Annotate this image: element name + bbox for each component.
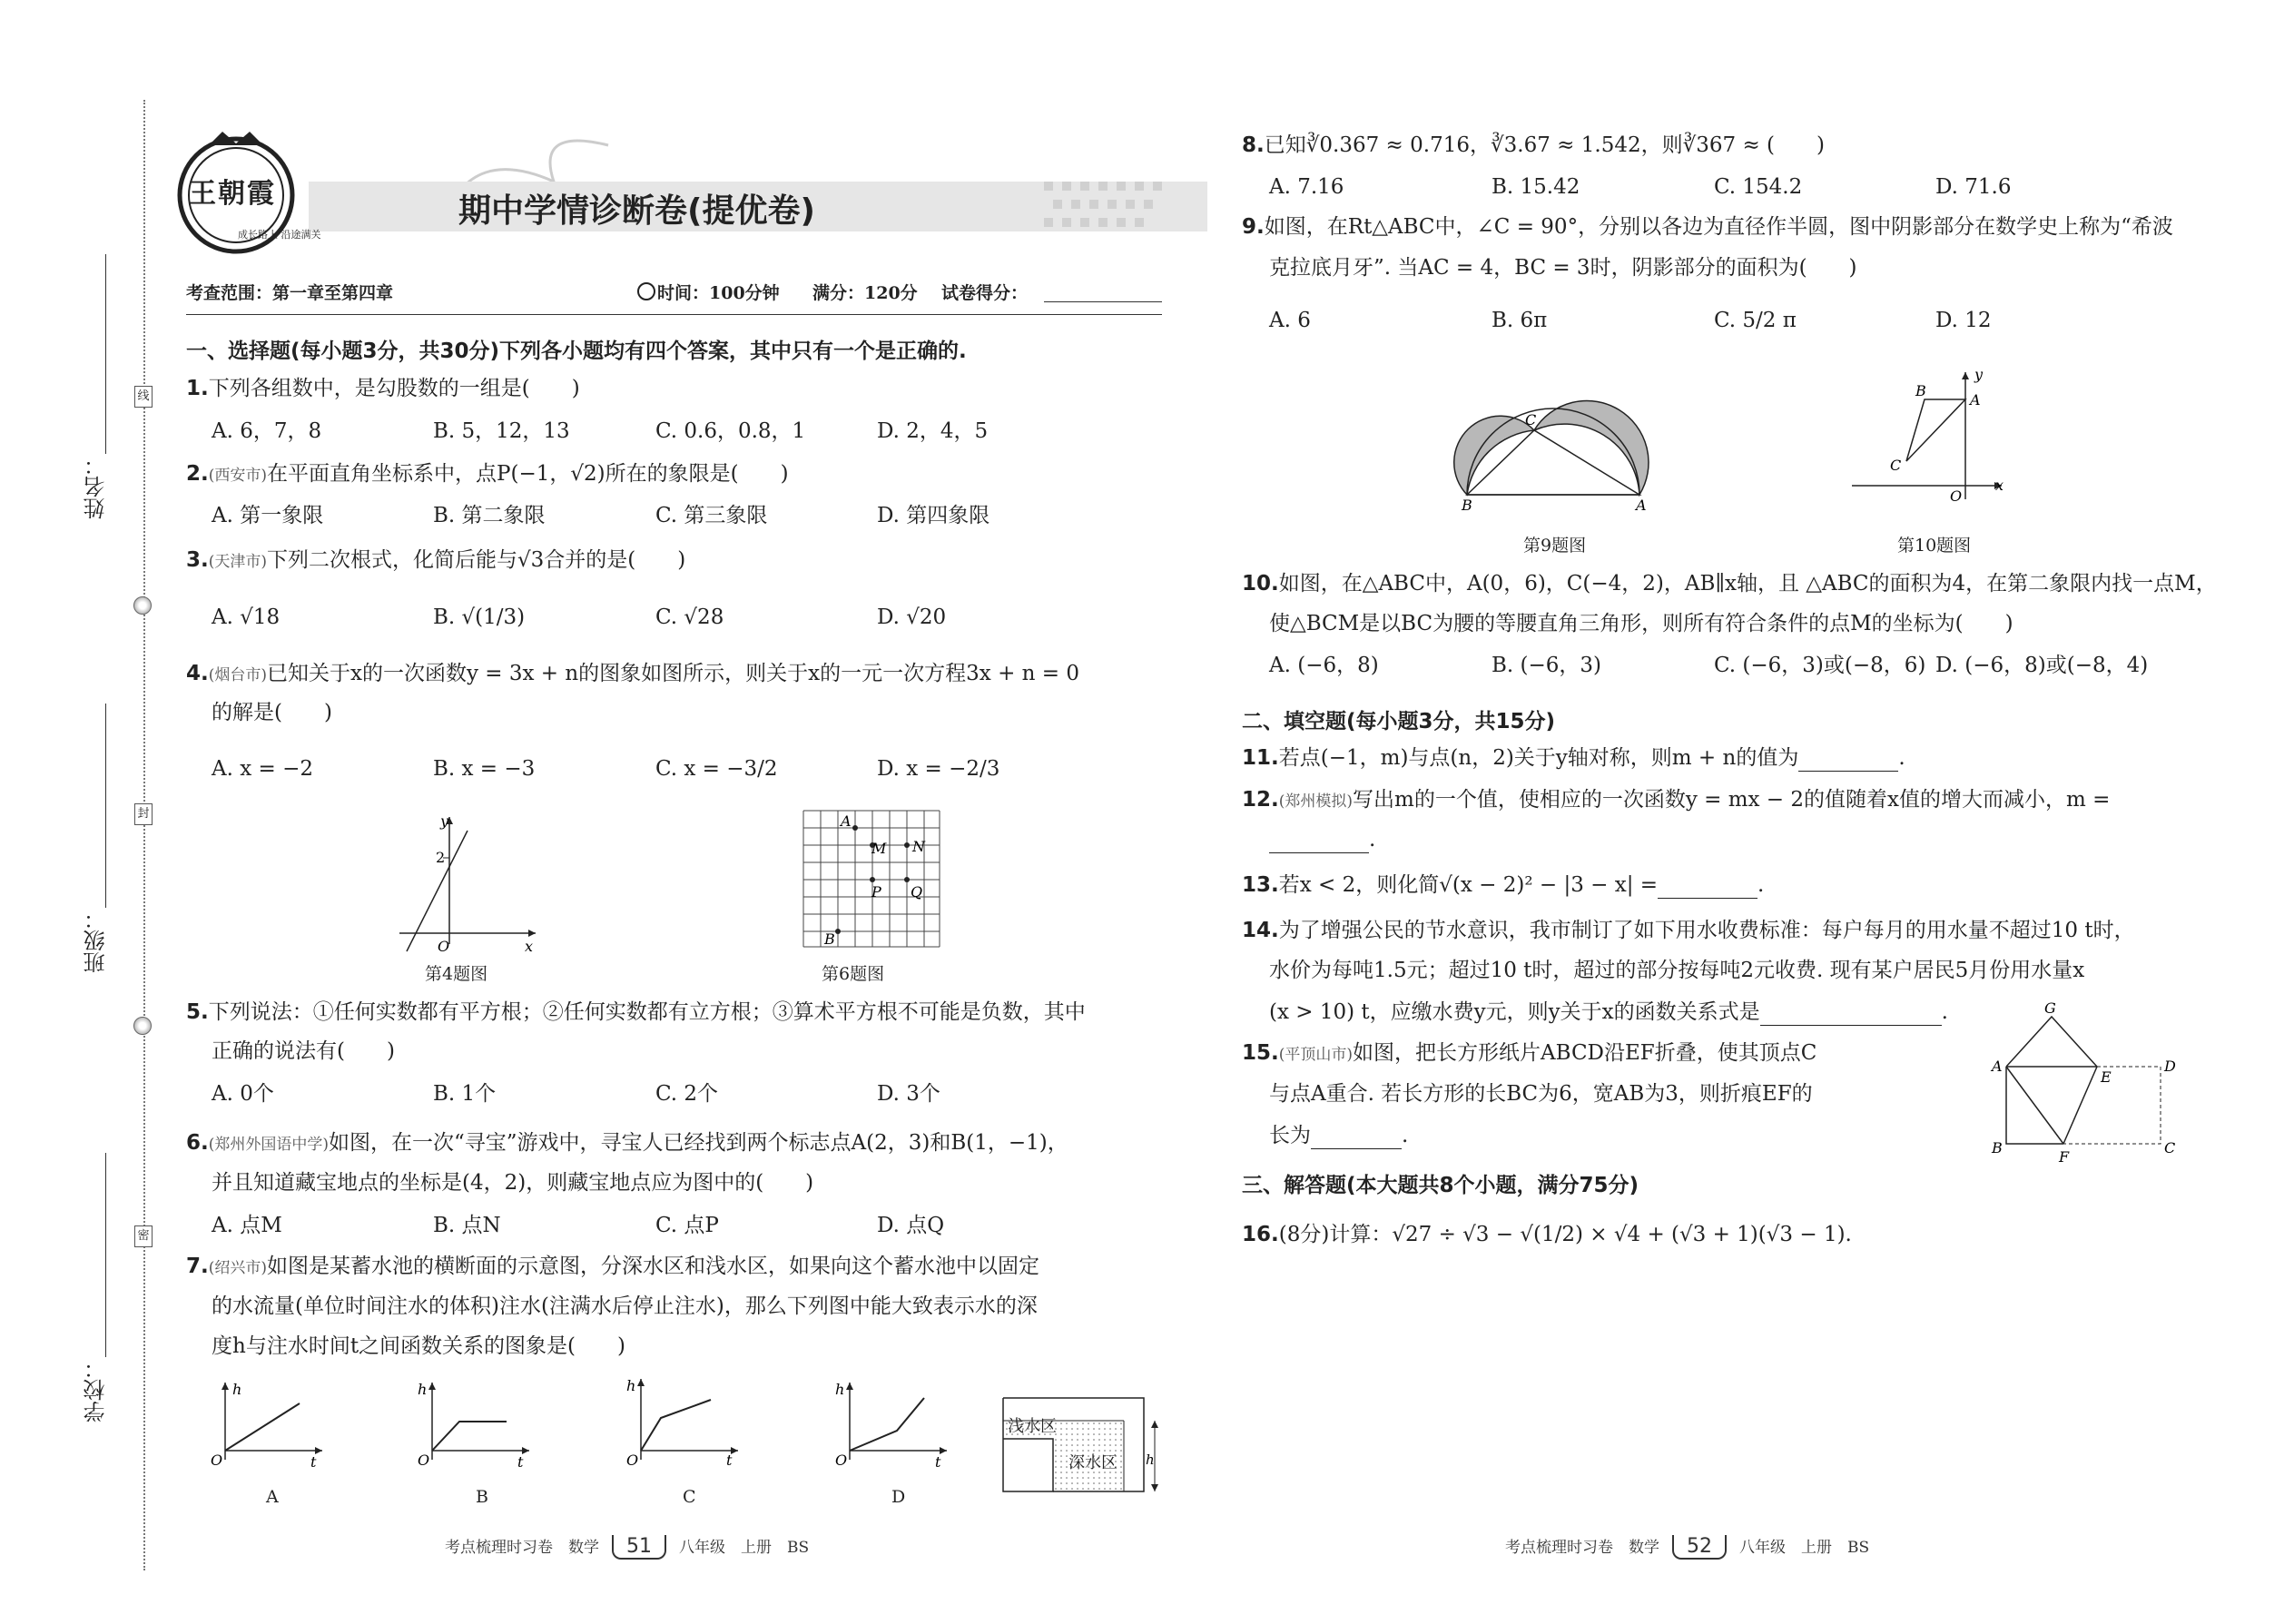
- svg-text:O: O: [835, 1452, 848, 1469]
- name-field-line[interactable]: [105, 254, 106, 454]
- seal-xian: 线: [134, 386, 153, 408]
- score-label: 试卷得分：: [941, 283, 1029, 303]
- q7-label-b: B: [476, 1487, 488, 1507]
- q9-stem: 如图，在Rt△ABC中，∠C = 90°，分别以各边为直径作半圆，图中阴影部分在数学史上称为“希波: [1264, 215, 2173, 239]
- seal-mi: 密: [134, 1225, 153, 1247]
- svg-text:C: C: [2164, 1139, 2176, 1156]
- page-number-51: 51: [612, 1535, 666, 1560]
- q4-text-2: 的解是( ): [212, 701, 332, 724]
- clock-icon: [637, 282, 655, 300]
- svg-text:A: A: [1636, 497, 1647, 514]
- exam-time: 时间：100分钟: [657, 283, 780, 303]
- q8-opt-c[interactable]: C. 154.2: [1714, 175, 1803, 199]
- binding-hole-1: [133, 596, 152, 615]
- q11-stem: 若点(−1，m)与点(n，2)关于y轴对称，则m + n的值为: [1278, 746, 1799, 770]
- q4-source: (烟台市): [208, 666, 268, 684]
- page-number-52: 52: [1672, 1535, 1727, 1560]
- figure-6: [799, 806, 944, 951]
- reservoir-diagram: [999, 1393, 1167, 1498]
- q3-opt-c[interactable]: C. √28: [655, 605, 724, 629]
- svg-text:t: t: [726, 1452, 733, 1469]
- svg-text:A: A: [1992, 1058, 2003, 1075]
- q7-graph-b[interactable]: [416, 1378, 534, 1469]
- q10-opt-c[interactable]: C. (−6，3)或(−8，6): [1714, 654, 1926, 677]
- q9-opt-c[interactable]: C. 5/2 π: [1714, 309, 1797, 332]
- svg-text:M: M: [871, 840, 887, 857]
- q6-stem: 如图，在一次“寻宝”游戏中，寻宝人已经找到两个标志点A(2，3)和B(1，−1)，: [329, 1131, 1068, 1155]
- svg-text:Q: Q: [911, 883, 923, 901]
- q7-graph-c[interactable]: [625, 1374, 743, 1469]
- q8-opt-b[interactable]: B. 15.42: [1492, 175, 1580, 199]
- svg-text:B: B: [1992, 1139, 2003, 1156]
- q16-text: [1242, 1221, 1852, 1248]
- q6-num: 6.: [186, 1131, 209, 1155]
- q1-num: 1.: [186, 377, 209, 400]
- section-2-title: 二、填空题(每小题3分，共15分): [1242, 710, 1556, 733]
- svg-text:t: t: [310, 1453, 317, 1471]
- q5-opt-a[interactable]: A. 0个: [212, 1082, 274, 1106]
- binding-hole-2: [133, 1017, 152, 1035]
- school-field-line[interactable]: [105, 1153, 106, 1357]
- class-label: 班级：: [84, 908, 109, 973]
- figure-9: [1460, 390, 1659, 513]
- q1-opt-c[interactable]: C. 0.6，0.8，1: [655, 419, 806, 443]
- q1-opt-b[interactable]: B. 5，12，13: [433, 419, 570, 443]
- q7-num: 7.: [186, 1255, 209, 1278]
- q1-stem: 下列各组数中，是勾股数的一组是( ): [208, 377, 580, 400]
- figure-4: [390, 808, 545, 953]
- footer-right: [1505, 1534, 1869, 1560]
- q10-text-2: 使△BCM是以BC为腰的等腰直角三角形，则所有符合条件的点M的坐标为( ): [1269, 612, 2013, 635]
- q2-text: [186, 460, 789, 489]
- svg-text:N: N: [912, 838, 925, 855]
- q5-num: 5.: [186, 1000, 209, 1024]
- q5-text-2: 正确的说法有( ): [212, 1039, 395, 1063]
- q6-text: [186, 1129, 1068, 1158]
- q5-stem: 下列说法：①任何实数都有平方根；②任何实数都有立方根；③算术平方根不可能是负数，其中: [208, 1000, 1086, 1024]
- full-score: 满分：120分: [812, 283, 918, 303]
- section-1-title: 一、选择题(每小题3分，共30分)下列各小题均有四个答案，其中只有一个是正确的.: [186, 340, 967, 363]
- binding-dotted-line: [143, 100, 145, 1570]
- svg-text:E: E: [2101, 1068, 2112, 1086]
- q5-opt-b[interactable]: B. 1个: [433, 1082, 497, 1106]
- q13-stem: 若x < 2，则化简√(x − 2)² − |3 − x| =: [1278, 873, 1659, 897]
- svg-text:G: G: [2044, 999, 2056, 1017]
- q8-num: 8.: [1242, 133, 1265, 157]
- q4-num: 4.: [186, 662, 209, 685]
- header-rule: [186, 314, 1162, 315]
- q14-text: [1242, 917, 2135, 944]
- q2-opt-a[interactable]: A. 第一象限: [212, 504, 324, 527]
- q3-opt-d[interactable]: D. √20: [877, 605, 947, 629]
- svg-text:h: h: [418, 1381, 428, 1398]
- q11-text: [1242, 744, 1905, 772]
- q9-num: 9.: [1242, 215, 1265, 239]
- q1-opt-d[interactable]: D. 2，4，5: [877, 419, 989, 443]
- footer-left-grade: 八年级 上册 BS: [679, 1539, 810, 1557]
- q13-end: .: [1757, 873, 1765, 897]
- q9-opt-b[interactable]: B. 6π: [1492, 309, 1548, 332]
- svg-text:t: t: [517, 1453, 524, 1471]
- q7-label-d: D: [891, 1487, 906, 1507]
- q3-stem: 下列二次根式，化简后能与√3合并的是( ): [267, 548, 686, 572]
- q15-answer-blank[interactable]: [1311, 1128, 1402, 1149]
- q10-opt-d[interactable]: D. (−6，8)或(−8，4): [1935, 654, 2149, 677]
- svg-text:P: P: [871, 883, 881, 901]
- name-label: 姓名：: [84, 454, 109, 519]
- svg-text:h: h: [1146, 1452, 1155, 1468]
- svg-text:A: A: [1970, 391, 1981, 408]
- svg-text:t: t: [935, 1453, 941, 1471]
- q5-opt-d[interactable]: D. 3个: [877, 1082, 940, 1106]
- q14-num: 14.: [1242, 919, 1279, 942]
- footer-right-book: 考点梳理时习卷 数学: [1505, 1539, 1659, 1557]
- q14-text-3: [1269, 999, 1948, 1026]
- svg-text:B: B: [1462, 497, 1472, 514]
- q12-source: (郑州模拟): [1278, 792, 1354, 811]
- q4-opt-c[interactable]: C. x = −3/2: [655, 757, 778, 781]
- q2-opt-d[interactable]: D. 第四象限: [877, 504, 990, 527]
- svg-text:D: D: [2164, 1058, 2176, 1075]
- q3-opt-b[interactable]: B. √(1/3): [433, 605, 526, 629]
- q5-text: [186, 999, 1086, 1026]
- footer-right-grade: 八年级 上册 BS: [1739, 1539, 1870, 1557]
- q15-num: 15.: [1242, 1041, 1279, 1065]
- q7-source: (绍兴市): [208, 1259, 268, 1277]
- logo-motto: 成长路上 沿途满关: [238, 229, 321, 241]
- q7-graph-a[interactable]: [209, 1378, 327, 1469]
- q4-opt-b[interactable]: B. x = −3: [433, 757, 536, 781]
- q2-opt-c[interactable]: C. 第三象限: [655, 504, 768, 527]
- fig4-caption: 第4题图: [425, 964, 488, 984]
- q7-text: [186, 1253, 1039, 1282]
- svg-text:C: C: [1525, 411, 1537, 428]
- logo-text: 王朝霞: [189, 178, 276, 210]
- q11-answer-blank[interactable]: [1798, 751, 1898, 772]
- q11-num: 11.: [1242, 746, 1279, 770]
- q12-answer-blank[interactable]: [1269, 832, 1369, 853]
- class-field-line[interactable]: [105, 704, 106, 908]
- q13-answer-blank[interactable]: [1658, 878, 1757, 899]
- q3-opt-a[interactable]: A. √18: [212, 605, 281, 629]
- fig9-caption: 第9题图: [1523, 536, 1587, 556]
- svg-text:O: O: [438, 938, 450, 955]
- q12-text-2: [1269, 826, 1375, 853]
- section-3-title: 三、解答题(本大题共8个小题，满分75分): [1242, 1174, 1639, 1197]
- deep-zone-label: 深水区: [1068, 1453, 1117, 1472]
- svg-text:h: h: [835, 1381, 845, 1398]
- svg-text:x: x: [525, 938, 534, 955]
- svg-text:y: y: [1974, 366, 1984, 383]
- q1-text: [186, 375, 580, 402]
- q6-opt-c[interactable]: C. 点P: [655, 1214, 719, 1237]
- q1-opt-a[interactable]: A. 6，7，8: [212, 419, 322, 443]
- q8-stem: 已知∛0.367 ≈ 0.716，∛3.67 ≈ 1.542，则∛367 ≈ ( ): [1264, 133, 1825, 157]
- q9-text: [1242, 213, 2173, 241]
- svg-text:O: O: [1950, 487, 1963, 505]
- svg-text:y: y: [440, 812, 449, 830]
- q10-text: [1242, 570, 2217, 597]
- q14-stem: 为了增强公民的节水意识，我市制订了如下用水收费标准：每户每月的用水量不超过10 t时，: [1278, 919, 2135, 942]
- svg-text:x: x: [1995, 477, 2004, 494]
- q6-opt-a[interactable]: A. 点M: [212, 1214, 282, 1237]
- exam-scope: 考查范围：第一章至第四章: [186, 283, 394, 303]
- q9-text-2: 克拉底月牙”. 当AC = 4，BC = 3时，阴影部分的面积为( ): [1269, 256, 1857, 280]
- q4-text: [186, 660, 1079, 689]
- q14-stem-3: (x > 10) t，应缴水费y元，则y关于x的函数关系式是: [1269, 1000, 1760, 1024]
- svg-text:F: F: [2059, 1148, 2070, 1166]
- q7-label-a: A: [266, 1487, 279, 1507]
- q13-text: [1242, 871, 1764, 899]
- svg-text:O: O: [211, 1452, 223, 1469]
- svg-text:2: 2: [436, 849, 446, 866]
- svg-text:B: B: [824, 930, 835, 948]
- q15-text: [1242, 1039, 1816, 1068]
- q10-num: 10.: [1242, 572, 1279, 595]
- svg-text:O: O: [418, 1452, 430, 1469]
- q9-opt-a[interactable]: A. 6: [1269, 309, 1311, 332]
- q5-opt-c[interactable]: C. 2个: [655, 1082, 719, 1106]
- q6-source: (郑州外国语中学): [208, 1136, 330, 1154]
- q7-label-c: C: [683, 1487, 696, 1507]
- footer-left: [445, 1534, 809, 1560]
- q7-stem: 如图是某蓄水池的横断面的示意图，分深水区和浅水区，如果向这个蓄水池中以固定: [267, 1255, 1040, 1278]
- header-banner: [172, 109, 1171, 259]
- q7-graph-d[interactable]: [833, 1378, 951, 1469]
- q15-stem: 如图，把长方形纸片ABCD沿EF折叠，使其顶点C: [1353, 1041, 1817, 1065]
- q10-opt-b[interactable]: B. (−6，3): [1492, 654, 1602, 677]
- q8-opt-a[interactable]: A. 7.16: [1269, 175, 1344, 199]
- shallow-zone-label: 浅水区: [1008, 1417, 1057, 1436]
- q4-opt-d[interactable]: D. x = −2/3: [877, 757, 1000, 781]
- q15-stem-3: 长为: [1269, 1124, 1311, 1147]
- q6-opt-b[interactable]: B. 点N: [433, 1214, 501, 1237]
- q3-text: [186, 546, 685, 576]
- q12-end: .: [1369, 828, 1376, 851]
- svg-text:O: O: [626, 1452, 639, 1469]
- q7-text-2: 的水流量(单位时间注水的体积)注水(注满水后停止注水)，那么下列图中能大致表示水的深: [212, 1294, 1038, 1318]
- q15-text-3: [1269, 1122, 1408, 1149]
- svg-text:h: h: [232, 1381, 242, 1398]
- score-field[interactable]: [1044, 301, 1162, 302]
- q2-source: (西安市): [208, 467, 268, 485]
- svg-text:h: h: [626, 1377, 636, 1394]
- q3-source: (天津市): [208, 553, 268, 571]
- fig6-caption: 第6题图: [822, 964, 885, 984]
- q15-text-2: 与点A重合. 若长方形的长BC为6，宽AB为3，则折痕EF的: [1269, 1082, 1813, 1106]
- q2-num: 2.: [186, 462, 209, 486]
- q10-stem: 如图，在△ABC中，A(0，6)，C(−4，2)，AB∥x轴，且 △ABC的面积为4，在第二象限内找一点M，: [1278, 572, 2217, 595]
- q9-opt-d[interactable]: D. 12: [1935, 309, 1992, 332]
- q4-opt-a[interactable]: A. x = −2: [212, 757, 314, 781]
- q2-opt-b[interactable]: B. 第二象限: [433, 504, 546, 527]
- q12-text: [1242, 786, 2110, 815]
- paper-title: 期中学情诊断卷(提优卷): [458, 192, 815, 230]
- q15-source: (平顶山市): [1278, 1046, 1354, 1064]
- fig10-caption: 第10题图: [1897, 536, 1972, 556]
- q11-end: .: [1898, 746, 1905, 770]
- q14-answer-blank[interactable]: [1760, 1005, 1942, 1026]
- q16-num: 16.: [1242, 1223, 1279, 1246]
- svg-text:B: B: [1915, 382, 1926, 399]
- q6-opt-d[interactable]: D. 点Q: [877, 1214, 945, 1237]
- q14-text-2: 水价为每吨1.5元；超过10 t时，超过的部分按每吨2元收费. 现有某户居民5月份用水量x: [1269, 959, 2085, 982]
- seal-feng: 封: [134, 803, 153, 825]
- q14-end: .: [1941, 1000, 1948, 1024]
- q8-text: [1242, 132, 1825, 159]
- q10-opt-a[interactable]: A. (−6，8): [1269, 654, 1379, 677]
- q13-num: 13.: [1242, 873, 1279, 897]
- q16-stem: (8分)计算：√27 ÷ √3 − √(1/2) × √4 + (√3 + 1)(√3 − 1).: [1278, 1223, 1852, 1246]
- q4-stem: 已知关于x的一次函数y = 3x + n的图象如图所示，则关于x的一元一次方程3x + n = 0: [267, 662, 1079, 685]
- svg-text:C: C: [1890, 457, 1902, 474]
- q6-text-2: 并且知道藏宝地点的坐标是(4，2)，则藏宝地点应为图中的( ): [212, 1171, 814, 1195]
- q3-num: 3.: [186, 548, 209, 572]
- svg-text:A: A: [841, 812, 852, 830]
- footer-left-book: 考点梳理时习卷 数学: [445, 1539, 599, 1557]
- figure-10: [1843, 363, 2006, 508]
- q15-end: .: [1402, 1124, 1409, 1147]
- figure-15: [1979, 999, 2174, 1171]
- q8-opt-d[interactable]: D. 71.6: [1935, 175, 2012, 199]
- school-label: 学校：: [84, 1357, 109, 1422]
- q12-stem: 写出m的一个值，使相应的一次函数y = mx − 2的值随着x值的增大而减小，m =: [1353, 788, 2111, 812]
- q12-num: 12.: [1242, 788, 1279, 812]
- q2-stem: 在平面直角坐标系中，点P(−1，√2)所在的象限是( ): [267, 462, 789, 486]
- q7-text-3: 度h与注水时间t之间函数关系的图象是( ): [212, 1334, 626, 1358]
